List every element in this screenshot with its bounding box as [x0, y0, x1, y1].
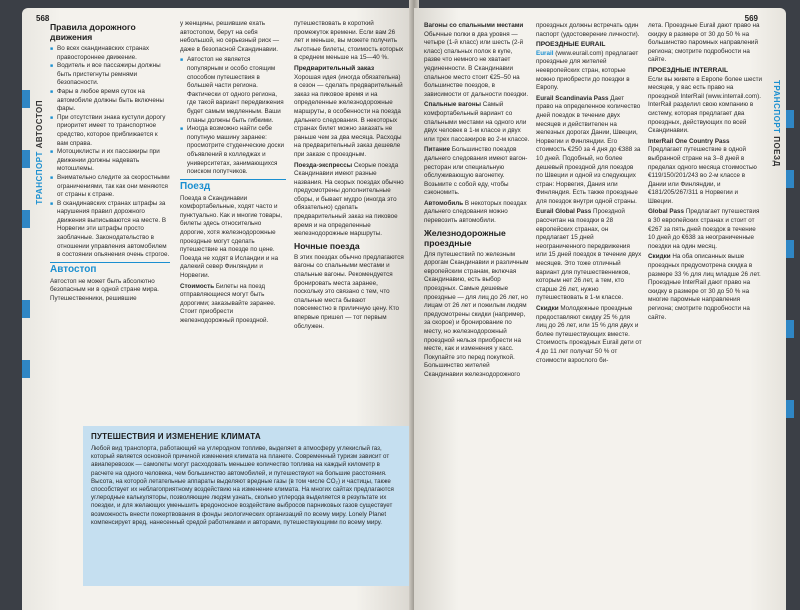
right-column-2 [536, 22, 642, 367]
list-item: ■ При отсутствии знака кустули дорогу приоритет имеет то транспортное средство, которое приближается к вам справа. [50, 114, 170, 148]
prebook-heading: Предварительный заказ [294, 64, 375, 72]
left-column-3 [294, 20, 404, 333]
paragraph: у женщины, решившие ехать автостопом, берут на себя небольшой, но серьезный риск — даже в безопасной Скандинавии. [180, 20, 280, 53]
eurail-brand: Eurail [536, 49, 554, 57]
climate-change-box [83, 426, 409, 586]
interrail-discount-text: На оба описанных выше проездных предусмотрена скидка в размере 33 % для лиц младше 26 лет. Проездные InterRail дают право на скидку в размере от 30 до 50 % на многие паромные направления региона; смотрите подробности на сайте. [648, 253, 761, 321]
cost-text: Билеты на поезд отправляющиеся могут быть дорогими; заказывайте заранее. Стоит приобрести железнодорожный проездной. [180, 282, 276, 324]
list-item: ■ В скандинавских странах штрафы за нарушения правил дорожного движения выписываются на месте. В Норвегии эти штрафы просто заоблачные. Законодательство в отношении управления автомобилем в состоянии опьянения очень строгое. [50, 200, 170, 260]
rail-passes-heading: Железнодорожные проездные [424, 227, 506, 248]
sleeper-lead: Спальные вагоны [424, 101, 482, 109]
interrail-heading: ПРОЕЗДНЫЕ INTERRAIL [648, 66, 729, 74]
express-text: Скорые поезда Скандинавии имеют разные названия. На скорых поездах обычно предусмотрены дополнительные сборы, и бывает мудро (иногда это обязательно) сделать предварительный заказ на пиковое время и на определенные железнодорожные маршруты. [294, 161, 404, 238]
climate-box-title: ПУТЕШЕСТВИЯ И ИЗМЕНЕНИЕ КЛИМАТА [91, 432, 261, 441]
car-lead: Автомобиль [424, 199, 464, 207]
sleeping-text: Обычные полки в два уровня — четыре (1-й класс) или шесть (2-й класс) спальных полок в купе, разве что немного не хватает уединенности. В Скандинавии спальное место стоит €25–50 на большинстве поездов, в зависимости от дальности поездки. [424, 30, 529, 98]
interrail-discount-lead: Скидки [648, 253, 671, 261]
side-tab-left [35, 100, 44, 205]
list-item: ■ Водитель и все пассажиры должны быть пристегнуты ремнями безопасности. [50, 62, 170, 88]
list-item: ■ Во всех скандинавских странах правостороннее движение. [50, 45, 170, 62]
page-number-left: 568 [36, 14, 50, 23]
road-rules-heading: Правила дорожного движения [50, 22, 136, 42]
right-column-3: лета. Проездные Eurail дают право на скидку в размере от 30 до 50 % на большинство паромных направлений региона; смотрите подробности на сайте. ПРОЕЗДНЫЕ INTERRAIL Если вы живете в Европе более шести месяцев, у вас есть право на проездной InterRail (www.interrail.com). InterRail разделил свою компанию в систему, которая предлагает два проездных, действующих по всей Скандинавии. InterRail One Country Pass Предлагает путешествие в одной выбранной стране на 3–8 дней в пределах одного месяца стоимостью €119/150/201/243 во 2-м классе в Дании или Финляндии, и €181/205/267/311 в Норвегии и Швеции. Global Pass Предлагает путешествия в 30 европейских странах и стоит от €267 за пять дней поездок в течение 10 дней до €638 за неограниченные поездки на один месяц. Скидки На оба описанных выше проездных предусмотрена скидка в размере 33 % для лиц младше 26 лет. Проездные InterRail дают право на скидку в размере от 30 до 50 % на многие паромные направления региона; смотрите подробности на сайте. [648, 22, 763, 321]
interrail-intro: Если вы живете в Европе более шести месяцев, у вас есть право на проездной InterRail [648, 75, 763, 100]
global-lead: Global Pass [648, 208, 685, 216]
right-edge-tabs [786, 0, 794, 610]
hitchhike-heading: Автостоп [50, 263, 97, 275]
side-tab-main: ТРАНСПОРТ [772, 80, 781, 134]
night-trains-heading: Ночные поезда [294, 240, 360, 251]
list-item: ■ Мотоциклисты и их пассажиры при движении должны надевать мотошлемы. [50, 148, 170, 174]
hitchhike-text: Автостоп не может быть абсолютно безопасным ни в одной стране мира. Путешественники, решившие [50, 277, 159, 303]
night-trains-text: В этих поездах обычно предлагаются вагоны со спальными местами и спальные вагоны. Рекомендуется бронировать места заранее, поскольку это связано с тем, что спальные места бывают повсеместно в приличную цену. Кто впервые пришел — тот первым обслужен. [294, 253, 404, 330]
train-heading: Поезд [180, 180, 211, 192]
one-country-lead: InterRail One Country Pass [648, 137, 730, 145]
list-item: ■ Иногда возможно найти себе попутную машину заранее: просмотрите студенческие доски объявлений в колледжах и университетах, занимающихся поиском попутчиков. [180, 125, 286, 177]
interrail-url: (www.interrail.com) [705, 92, 760, 100]
food-text: Большинство поездов дальнего следования имеют вагон-ресторан или специальную обслуживающую вагонетку. Возьмите с собой еду, чтобы сэкономить. [424, 146, 528, 197]
discount-text: Молодежные проездные предоставляют скидку 25 % для лиц до 26 лет, или 15 % для двух и более путешествующих вместе. Стоимость проездных Eurail дети от 4 до 11 лет получат 50 % от стоимости взрослого би- [536, 305, 642, 364]
left-column-2 [180, 20, 286, 328]
train-text: Поезда в Скандинавии комфортабельные, ходят часто и пунктуально. Как и многие товары, билеты здесь относительно дорогие, хотя железнодорожные проездные могут сделать путешествие на поезде по цене. Поезда не ходят в Исландии и на далекий север Финляндии и Норвегии. [180, 194, 283, 280]
divider [180, 179, 286, 180]
side-tab-main: ТРАНСПОРТ [35, 151, 44, 205]
scan-pass-text: Дает право на определенное количество дней поездок в течение двух месяцев и действителен на железных дорогах Дании, Швеции, Норвегии и Финляндии. Его стоимость €250 за 4 дня до €388 за 10 дней. Подобный, но более дешевый проездной для поездов по Швеции и одной из следующих стран: Норвегия, Дания или Финляндия. Есть также проездные для поездок внутри одной страны. [536, 94, 641, 205]
one-country-text: Предлагает путешествие в одной выбранной стране на 3–8 дней в пределах одного месяца стоимостью €119/150/201/243 во 2-м классе в Дании или Финляндии, и €181/205/267/311 в Норвегии и Швеции. [648, 146, 757, 205]
paragraph: лета. Проездные Eurail дают право на скидку в размере от 30 до 50 % на большинство паромных направлений региона; смотрите подробности на сайте. [648, 22, 760, 64]
page-number-right: 569 [744, 14, 758, 23]
side-tab-right [772, 80, 781, 167]
list-item: ■ Фары в любое время суток на автомобиле должны быть включены фары. [50, 88, 170, 114]
eurail-heading: ПРОЕЗДНЫЕ EURAIL [536, 41, 606, 49]
interrail-text: InterRail разделил свою компанию в систему, которая предлагает два проездных, действующих по всей Скандинавии. [648, 101, 754, 135]
food-lead: Питание [424, 146, 451, 154]
right-column-1 [424, 22, 530, 382]
left-edge-tabs [22, 0, 30, 610]
paragraph: путешествовать в короткий промежуток времени. Если вам 26 лет и меньше, вы можете получить льготные билеты, стоимость которых в среднем меньше на 15—40 %. [294, 20, 404, 62]
eurail-text: предлагает проездные для жителей неевропейских стран, которые можно приобрести до поездки в Европу. [536, 49, 639, 92]
global-pass-lead: Eurail Global Pass [536, 208, 592, 216]
scan-pass-lead: Eurail Scandinavia Pass [536, 94, 609, 102]
list-item: ■ Автостоп не является популярным и особо стоящим способом путешествия в большей части региона. Фактически от одного региона, где такой вариант передвижения будет самым медленным. Ваши планы должны быть гибкими. [180, 56, 286, 125]
side-tab-sub: АВТОСТОП [35, 100, 44, 149]
cost-lead: Стоимость [180, 282, 215, 290]
list-item: ■ Внимательно следите за скоростными ограничениями, так как они меняются от страны к стране. [50, 174, 170, 200]
left-column-1 [50, 20, 170, 306]
sleeper-text: Самый комфортабельный вариант со спальными местами на одного или двух человек в 1-м классе и двух или трех пассажиров во 2-м классе. [424, 101, 530, 143]
climate-box-text: Любой вид транспорта, работающий на углеродном топливе, выделяет в атмосферу углекислый газ, который является основной причиной изменения климата на планете. Современный туризм зависит от авиаперевозок — самолеты могут расходовать меньшее количество топлива на каждый километр в расчете на одного человека, чем большинство автомобилей, и путешествуют на большие расстояния. Высота, на которой летательные аппараты выделяют вредные газы (в том числе CO₂) и частицы, также способствует их неблагоприятному воздействию на изменение климата. На многих сайтах предлагаются углеродные калькуляторы, позволяющие людям узнать, сколько углерода выделяется в результате их поездки, и для желающих уменьшить вредоносное воздействие выбросов парниковых газов существует возможность внести пожертвования в фонды экологических организаций по всему миру. Lonely Planet компенсирует вред, нанесенный средой работниками и авторами, путешествующими по всему миру. [91, 445, 394, 526]
global-text: Предлагает путешествия в 30 европейских странах и стоит от €267 за пять дней поездок в течение 10 дней до €638 за неограниченные поездки на один месяц. [648, 208, 760, 250]
global-pass-text: Проездной рассчитан на поездки в 28 европейских странах, он предлагает 15 дней неограниченного передвижения или 15 дней поездок в течение двух месяцев. Это тоже отличный вариант для путешественников, которым нет 26 лет, а тем, кто старше 26 лет, нужно путешествовать в 1-м классе. [536, 208, 642, 302]
side-tab-sub: ПОЕЗД [772, 136, 781, 167]
car-text: В некоторых поездах дальнего следования можно перевозить автомобили. [424, 199, 527, 225]
divider [50, 262, 170, 263]
rail-passes-text: Для путешествий по железным дорогам Скандинавии и различным европейским странам, включая Скандинавию, есть выбор проездных. Самые дешевые проездные — для лиц до 26 лет, но лицам от 26 лет и пожилым людям предусмотрены скидки (например, за скорое) и бронирование по месту, но железнодорожный проездной нельзя приобрести на месте, как и изменения у касс. Покупайте это перед покупкой. Большинство жителей Скандинавии железнодорожного [424, 250, 529, 378]
prebook-text: Хорошая идея (иногда обязательна) в сезон — сделать предварительный заказ на пиковое время и на определенные железнодорожные маршруты, в особенности на поезда дальнего следования. В некоторых странах билет можно заказать не раньше чем за два месяца. Расходы на предварительный заказ дешевле при заказе с проездным. [294, 73, 403, 158]
discount-lead: Скидки [536, 305, 559, 312]
express-lead: Поезда-экспрессы [294, 161, 353, 169]
eurail-url: (www.eurail.com) [555, 49, 604, 57]
sleeping-lead: Вагоны со спальными местами [424, 22, 524, 29]
paragraph: проездных должны встречать один паспорт (удостоверение личности). [536, 22, 640, 38]
